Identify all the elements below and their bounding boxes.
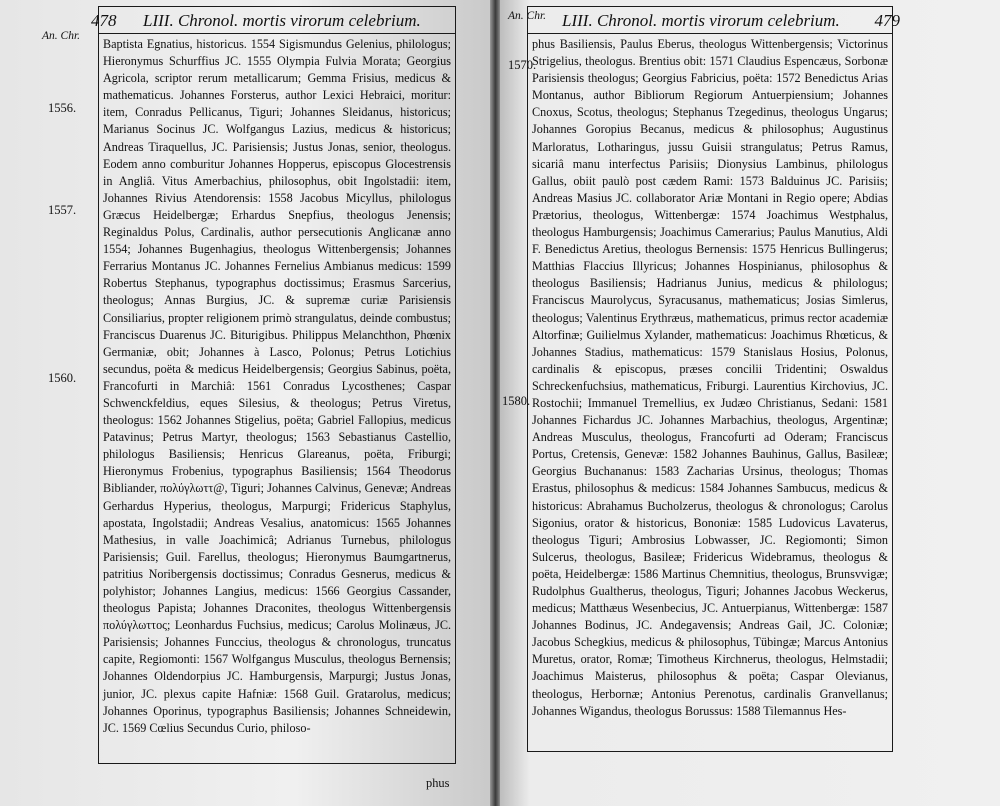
left-running-head [91,9,455,34]
left-year-1556: 1556. [48,101,77,115]
left-year-1557: 1557. [48,203,77,217]
right-body-paragraph: phus Basiliensis, Paulus Eberus, theologus Wittenbergensis; Victorinus Strigelius, theologus. Brentius obit: 1571 Claudius Espencæus, Sorbonæ Parisiensis theologus; Georgius Fabricius, poëta: 1572 Benedictus Arias Montanus, author Bibliorum Regiorum Antuerpiensium; Johannes Cnoxus, Scotus, theologus; Stephanus Tzegedinus, theologus Ungarus; Johannes Goropius Becanus, medicus & philosophus; Augustinus Marloratus, Lotharingus, jussu Guisii strangulatus; Petrus Ramus, sicariâ manu interfectus Parisiis; Dionysius Lambinus, philologus Gallus, obiit paulò post cædem Rami: 1573 Balduinus JC. Parisiis; Andreas Masius JC. collaborator Ariæ Montani in Regio opere; Abdias Prætorius, theologus, Wittenbergæ: 1574 Joachimus Westphalus, theologus Hamburgensis; Joachimus Camerarius; Paulus Manutius, Aldi F. Benedictus Aretius, theologus Bernensis: 1575 Henricus Bullingerus; Matthias Flaccius Illyricus; Johannes Hospinianus, philosophus & theologus Basiliensis; Hadrianus Junius, medicus & philologus; Franciscus Maurolycus, Syracusanus, mathematicus; Josias Simlerus, theologus; Valentinus Erythræus, mathematicus, primus rector academiæ Altorfinæ; Guilielmus Xylander, mathematicus: Joachimus Rhœticus, & Johannes Stadius, mathematicus: 1579 Stanislaus Hosius, Polonus, cardinalis & episcopus, præses concilii Tridentini; Oswaldus Schreckenfuchsius, mathematicus, Friburgi. Laurentius Kirchovius, JC. Rostochii; Immanuel Tremellius, ex Judæo Christianus, Sedani: 1581 Johannes Fichardus JC. Johannes Marbachius, theologus, Argentinæ; Andreas Musculus, theologus, Francofurti ad Oderam; Franciscus Portus, Cretensis, Genevæ: 1582 Johannes Bauhinus, Gallus, Basileæ; Georgius Buchananus: 1583 Zacharias Ursinus, theologus; Thomas Erastus, philosophus & medicus: 1584 Johannes Sambucus, medicus & historicus: Abrahamus Bucholzerus, theologus & chronologus; Carolus Sigonius, orator & historicus, Bononiæ: 1585 Ludovicus Lavaterus, theologus Tiguri; Ambrosius Lobwasser, JC. Regiomonti; Simon Sulcerus, theologus, Basileæ; Fridericus Widebramus, theologus & poëta, Heidelbergæ: 1586 Martinus Chemnitius, theologus, Brunsvvigæ; Rudolphus Gualtherus, theologus, Tiguri; Johannes Jacobus Weckerus, medicus; Matthæus Wesenbecius, JC. Antuerpianus, Wittenbergæ: 1587 Johannes Bodinus, JC. Andegavensis; Andreas Gail, JC. Coloniæ; Jacobus Schegkius, medicus & philosophus, Tübingæ; Marcus Antonius Muretus, orator, Romæ; Timotheus Kirchnerus, theologus, Helmstadii; Joachimus Maisterus, philosophus & poëta; Caspar Olevianus, theologus, Herbornæ; Antonius Perenotus, cardinalis Granvellanus; Johannes Wigandus, theologus Borussus: 1588 Tilemannus Hes- [532,37,888,718]
right-running-head [528,9,900,34]
left-page [0,0,492,806]
right-margin-label: An. Chr. [508,10,547,22]
left-page-number: 478 [91,11,117,30]
left-body-paragraph: Baptista Egnatius, historicus. 1554 Sigismundus Gelenius, philologus; Hieronymus Schurffius JC. 1555 Olympia Fulvia Morata; Georgius Agricola, scriptor rerum metallicarum; Gemma Frisius, medicus & mathematicus. Johannes Forsterus, author Lexici Hebraici, moritur: item, Conradus Pellicanus, Tiguri; Johannes Sleidanus, historicus; Marianus Socinus JC. Wolfgangus Lazius, medicus & historicus; Andreas Tiraquellus, JC. Parisiensis; Justus Jonas, senior, theologus. Eodem anno comburitur Johannes Hopperus, episcopus Glocestrensis in Angliâ. Vitus Amerbachius, philosophus, obit Ingolstadii: item, Johannes Rivius Atendorensis: 1558 Jacobus Micyllus, philologus Græcus Heidelbergæ; Erhardus Snepfius, theologus Jenensis; Reginaldus Polus, Cardinalis, author persecutionis Anglicanæ anno 1554; Johannes Bugenhagius, theologus Wittenbergensis; Johannes Ferrarius Montanus JC. Johannes Fernelius Ambianus medicus: 1599 Robertus Stephanus, typographus doctissimus; Erasmus Sarcerius, theologus; Annas Burgius, JC. & supremæ curiæ Parisiensis Consiliarius, propter religionem primò strangulatus, deinde combustus; Franciscus Duarenus JC. Biturigibus. Philippus Melanchthon, Phœnix Germaniæ, obit; Johannes à Lasco, Polonus; Petrus Lotichius secundus, poëta & medicus Heidelbergensis; Georgius Sabinus, poëta, Francofurti in Marchiâ: 1561 Conradus Lycosthenes; Caspar Schwenckfeldius, eques Silesius, & theologus; Petrus Viretus, theologus: 1562 Johannes Stigelius, poëta; Gabriel Fallopius, medicus Patavinus; Petrus Martyr, theologus; 1563 Sebastianus Castellio, philologus Basiliensis; Henricus Glareanus, poëta, Friburgi; Hieronymus Frobenius, typographus Basiliensis; 1564 Theodorus Bibliander, πολύγλωττ@, Tiguri; Johannes Calvinus, Genevæ; Andreas Gerhardus Hyperius, theologus, Marpurgi; Fridericus Staphylus, apostata, Ingolstadii; Andreas Vesalius, anatomicus: 1565 Johannes Mathesius, in valle Joachimicâ; Adrianus Turnebus, philologus Parisiensis; Guil. Farellus, theologus; Hieronymus Baumgartnerus, patritius Noribergensis doctissimus; Conradus Gesnerus, medicus & polyhistor; Johannes Langius, medicus: 1566 Georgius Cassander, theologus Papista; Johannes Draconites, theologus Wittenbergensis πολύγλωττος; Leonhardus Fuchsius, medicus; Carolus Molinæus, JC. Parisiensis; Johannes Funccius, theologus & chronologus, truncatus capite, Regiomonti: 1567 Wolfgangus Musculus, theologus Bernensis; Johannes Oldendorpius JC. Hamburgensis, Marpurgi; Justus Jonas, junior, JC. plexus capite Hafniæ: 1568 Guil. Gratarolus, medicus; Johannes Oporinus, typographus Basiliensis; Johannes Schneidewin, JC. 1569 Cœlius Secundus Curio, philoso- [103,37,451,735]
right-running-title: LIII. Chronol. mortis virorum celebrium. [562,11,840,30]
left-catchword: phus [426,776,450,790]
left-year-1560: 1560. [48,371,77,385]
right-text-frame [527,6,900,752]
left-text-frame [91,6,456,764]
right-page-number: 479 [874,11,900,30]
right-page [500,0,1000,806]
left-running-title: LIII. Chronol. mortis virorum celebrium. [143,11,421,30]
right-body-text [532,36,888,720]
right-year-1570: 1570. [508,58,537,72]
left-body-text [103,36,451,737]
left-margin-label: An. Chr. [42,30,81,42]
right-year-1580: 1580. [502,394,531,408]
